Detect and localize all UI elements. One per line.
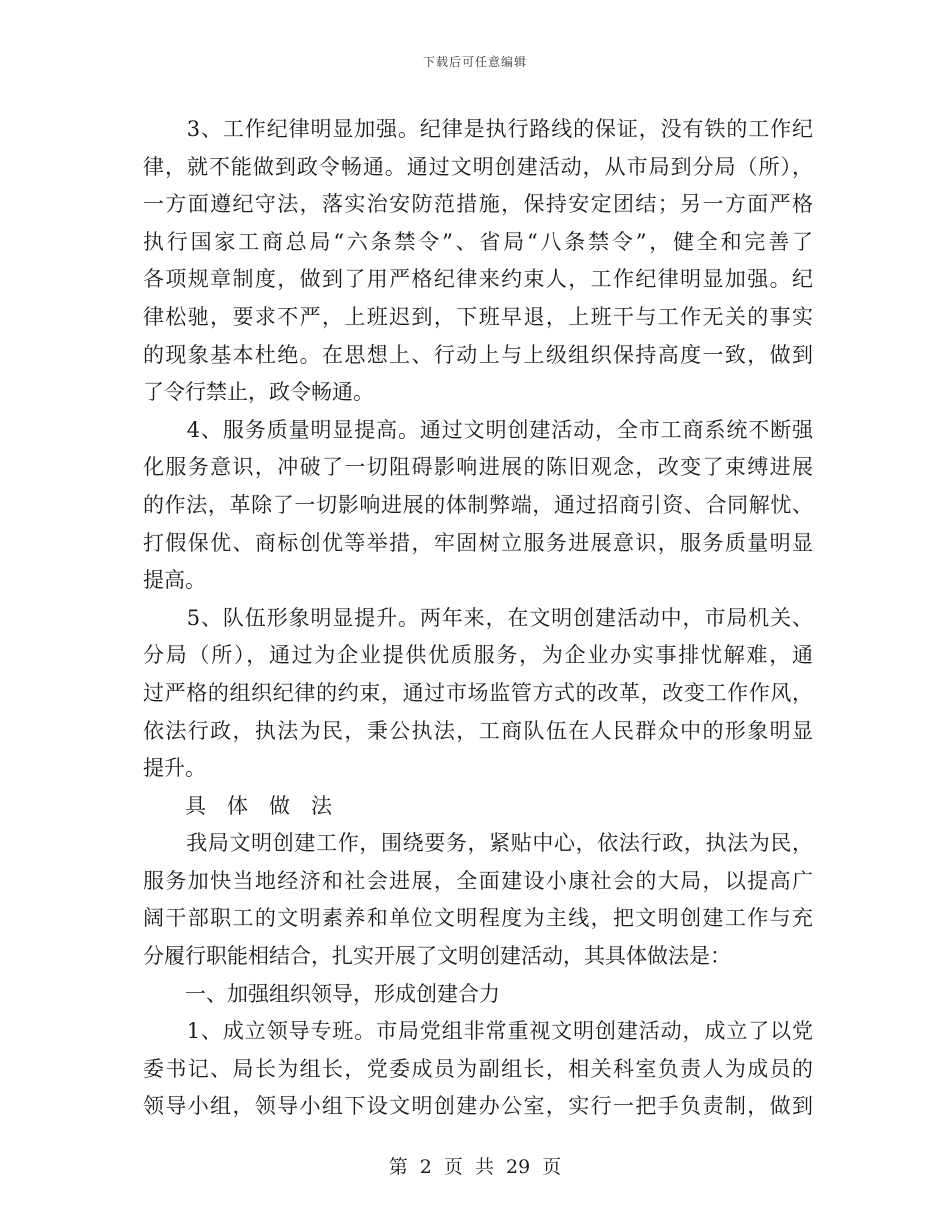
- text-line: 的现象基本杜绝。在思想上、行动上与上级组织保持高度一致，做到: [143, 342, 813, 367]
- text-line: 提升。: [143, 756, 206, 781]
- text-line: 我局文明创建工作，围绕要务，紧贴中心，依法行政，执法为民，: [143, 831, 813, 856]
- text-line: 过严格的组织纪律的约束，通过市场监管方式的改革，改变工作作风，: [143, 680, 813, 705]
- text-line: 化服务意识，冲破了一切阻碍影响进展的陈旧观念，改变了束缚进展: [143, 455, 813, 480]
- text-line: 执行国家工商总局“六条禁令”、省局“八条禁令”，健全和完善了: [143, 229, 813, 254]
- text-line: 的作法，革除了一切影响进展的体制弊端，通过招商引资、合同解忧、: [143, 492, 813, 517]
- text-line: 分局（所），通过为企业提供优质服务，为企业办实事排忧解难，通: [143, 643, 813, 668]
- text-line: 5、队伍形象明显提升。两年来，在文明创建活动中，市局机关、: [143, 605, 813, 630]
- text-line: 律，就不能做到政令畅通。通过文明创建活动，从市局到分局（所），: [143, 154, 813, 179]
- text-line: 分履行职能相结合，扎实开展了文明创建活动，其具体做法是：: [143, 944, 731, 969]
- text-line: 一、加强组织领导，形成创建合力: [143, 981, 500, 1006]
- text-line: 提高。: [143, 568, 206, 593]
- page-header: 下载后可任意编辑: [422, 55, 527, 69]
- text-line: 一方面遵纪守法，落实治安防范措施，保持安定团结；另一方面严格: [143, 192, 813, 217]
- text-line: 了令行禁止，政令畅通。: [143, 380, 374, 405]
- text-line: 3、工作纪律明显加强。纪律是执行路线的保证，没有铁的工作纪: [143, 117, 813, 141]
- page-footer: 第 2 页 共 29 页: [388, 1156, 562, 1178]
- text-line: 打假保优、商标创优等举措，牢固树立服务进展意识，服务质量明显: [143, 530, 813, 555]
- text-line: 具 体 做 法: [143, 793, 332, 818]
- text-line: 各项规章制度，做到了用严格纪律来约束人，工作纪律明显加强。纪: [143, 267, 813, 292]
- text-line: 律松驰，要求不严，上班迟到，下班早退，上班干与工作无关的事实: [143, 304, 813, 329]
- text-line: 阔干部职工的文明素养和单位文明程度为主线，把文明创建工作与充: [143, 906, 813, 931]
- text-line: 1、成立领导专班。市局党组非常重视文明创建活动，成立了以党: [143, 1019, 813, 1044]
- text-line: 依法行政，执法为民，秉公执法，工商队伍在人民群众中的形象明显: [143, 718, 813, 743]
- text-line: 领导小组，领导小组下设文明创建办公室，实行一把手负责制，做到: [143, 1094, 813, 1119]
- text-line: 服务加快当地经济和社会进展，全面建设小康社会的大局，以提高广: [143, 868, 813, 893]
- document-body: [143, 111, 813, 1126]
- text-line: 委书记、局长为组长，党委成员为副组长，相关科室负责人为成员的: [143, 1056, 813, 1081]
- text-line: 4、服务质量明显提高。通过文明创建活动，全市工商系统不断强: [143, 417, 813, 442]
